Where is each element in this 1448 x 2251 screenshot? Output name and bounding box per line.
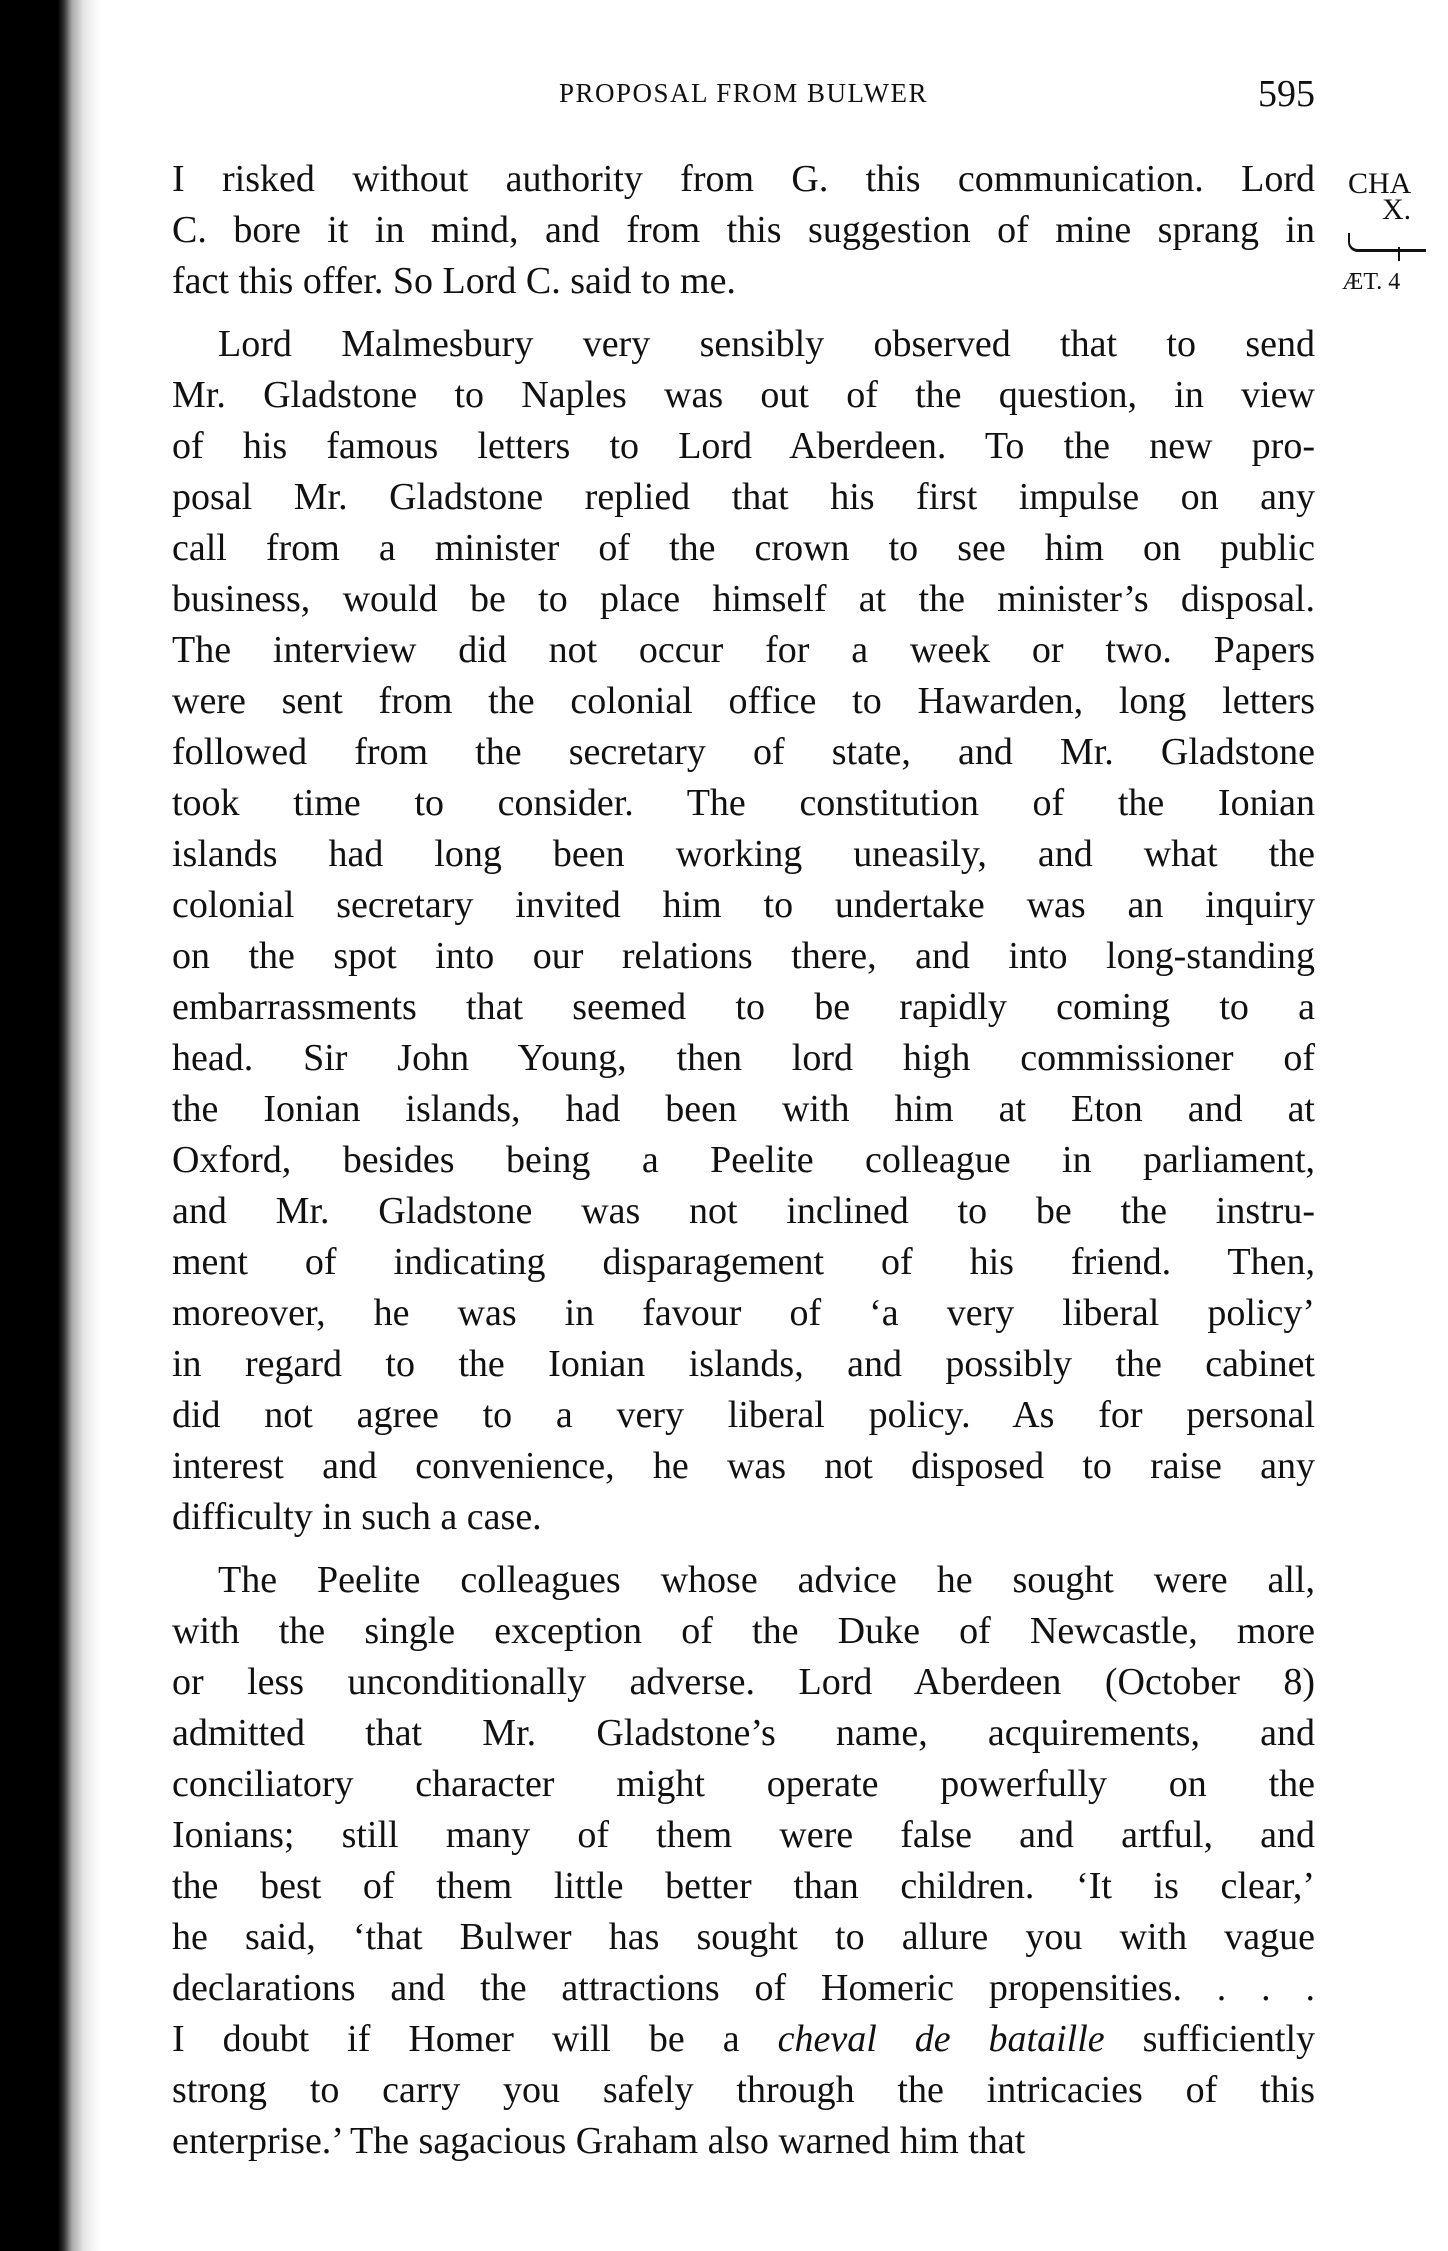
text-line [172, 2014, 1315, 2065]
text-line: fact this offer. So Lord C. said to me. [172, 260, 736, 302]
paragraph [172, 154, 1315, 307]
text-line: difficulty in such a case. [172, 1496, 542, 1538]
paragraph [172, 1555, 1315, 2167]
text-line: I risked without authority from G. this communication. Lord [172, 158, 1315, 200]
text-line: and Mr. Gladstone was not inclined to be the instru- [172, 1190, 1315, 1232]
text-line: posal Mr. Gladstone replied that his first impulse on any [172, 476, 1315, 518]
text-line: head. Sir John Young, then lord high commissioner of [172, 1037, 1315, 1079]
margin-chapter-label: CHA [1348, 167, 1412, 200]
text-line: conciliatory character might operate powerfully on the [172, 1763, 1315, 1805]
text-line: interest and convenience, he was not disposed to raise any [172, 1445, 1315, 1487]
text-line: Mr. Gladstone to Naples was out of the question, in view [172, 374, 1315, 416]
text-line: followed from the secretary of state, and Mr. Gladstone [172, 731, 1315, 773]
text-line: on the spot into our relations there, and into long-standing [172, 935, 1315, 977]
text-line: he said, ‘that Bulwer has sought to allure you with vague [172, 1916, 1315, 1958]
running-title: PROPOSAL FROM BULWER [558, 78, 929, 108]
text-line: in regard to the Ionian islands, and possibly the cabinet [172, 1343, 1315, 1385]
margin-chapter-number: X. [1382, 193, 1412, 226]
text-line: of his famous letters to Lord Aberdeen. To the new pro- [172, 425, 1315, 467]
text-line: declarations and the attractions of Homeric propensities. . . . [172, 1967, 1315, 2009]
text-line: Ionians; still many of them were false and artful, and [172, 1814, 1315, 1856]
text-line: C. bore it in mind, and from this suggestion of mine sprang in [172, 209, 1315, 251]
text-line: did not agree to a very liberal policy. As for personal [172, 1394, 1315, 1436]
text-line: took time to consider. The constitution of the Ionian [172, 782, 1315, 824]
text-line: embarrassments that seemed to be rapidly coming to a [172, 986, 1315, 1028]
text-line: were sent from the colonial office to Hawarden, long letters [172, 680, 1315, 722]
page-number: 595 [1258, 73, 1315, 115]
text-segment: sufficiently [1104, 2018, 1315, 2060]
text-line: the Ionian islands, had been with him at Eton and at [172, 1088, 1315, 1130]
text-line: enterprise.’ The sagacious Graham also warned him that [172, 2120, 1026, 2162]
paragraph [172, 319, 1315, 1543]
text-segment: I doubt if Homer will be a [172, 2018, 778, 2060]
brace-mark [1348, 233, 1426, 252]
text-line: business, would be to place himself at the minister’s disposal. [172, 578, 1315, 620]
text-line: moreover, he was in favour of ‘a very liberal policy’ [172, 1292, 1315, 1334]
margin-age: ÆT. 4 [1342, 269, 1401, 295]
text-line: Lord Malmesbury very sensibly observed that to send [218, 323, 1315, 365]
italic-phrase: cheval de bataille [777, 2018, 1105, 2060]
text-line: colonial secretary invited him to undertake was an inquiry [172, 884, 1315, 926]
text-line: or less unconditionally adverse. Lord Aberdeen (October 8) [172, 1661, 1315, 1703]
text-line: call from a minister of the crown to see him on public [172, 527, 1315, 569]
text-line: the best of them little better than children. ‘It is clear,’ [172, 1865, 1315, 1907]
page-header [172, 72, 1315, 116]
text-line: ment of indicating disparagement of his friend. Then, [172, 1241, 1315, 1283]
text-line: strong to carry you safely through the intricacies of this [172, 2069, 1315, 2111]
body-text [172, 154, 1315, 2167]
margin-note [1342, 155, 1448, 325]
text-line: admitted that Mr. Gladstone’s name, acquirements, and [172, 1712, 1315, 1754]
text-line: Oxford, besides being a Peelite colleague in parliament, [172, 1139, 1315, 1181]
text-line: islands had long been working uneasily, and what the [172, 833, 1315, 875]
scan-edge-shadow [0, 0, 100, 2251]
text-line: The Peelite colleagues whose advice he sought were all, [218, 1559, 1315, 1601]
text-line: The interview did not occur for a week or two. Papers [172, 629, 1315, 671]
text-line: with the single exception of the Duke of Newcastle, more [172, 1610, 1315, 1652]
